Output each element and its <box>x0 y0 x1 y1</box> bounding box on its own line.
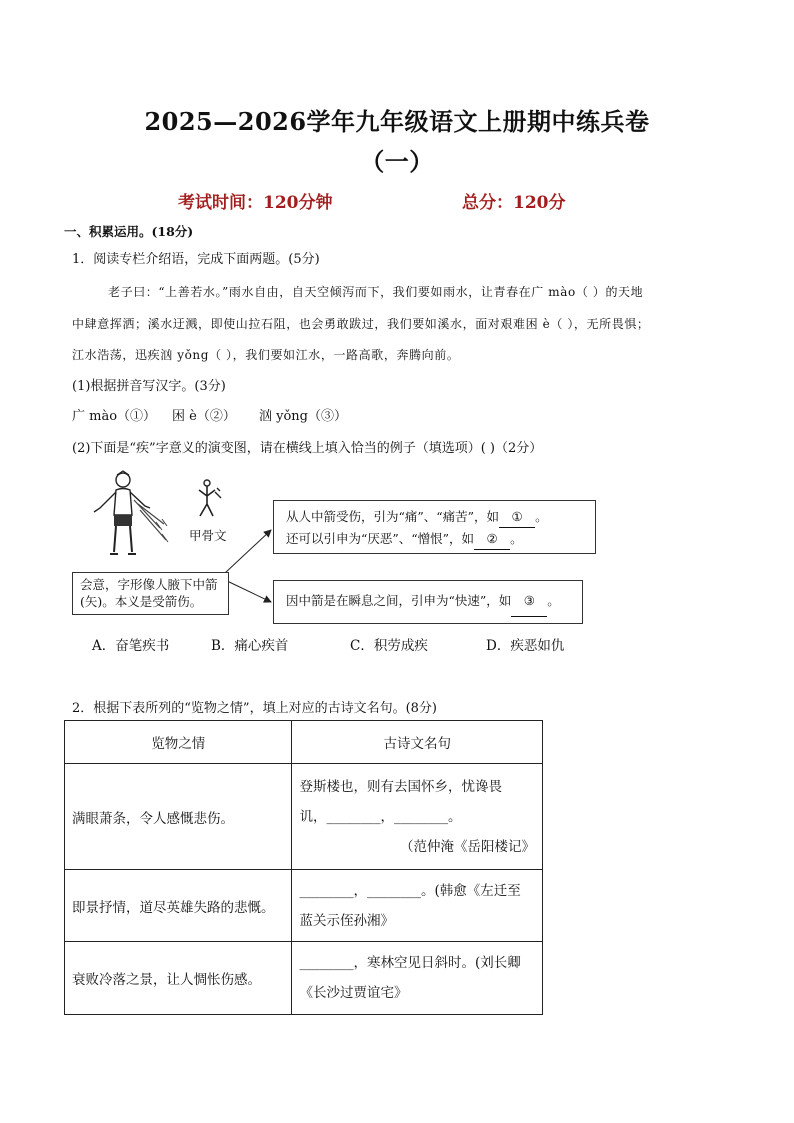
pinyin-item: 广 mào（①） <box>72 409 157 424</box>
extension-text: 从人中箭受伤，引为“痛”、“痛苦”，如 <box>286 509 500 524</box>
meaning-extension-box <box>273 500 596 554</box>
quote-line: 讥，________，________。 <box>299 808 462 825</box>
quote-line: ________，________。(韩愈《左迁至 <box>299 882 521 899</box>
table-row <box>65 764 543 870</box>
blank-1[interactable]: ① <box>499 506 535 528</box>
table-row <box>65 870 543 942</box>
sub-question-1: (1)根据拼音写汉字。(3分) <box>72 379 226 394</box>
quote-line: ________，寒林空见日斜时。(刘长卿 <box>299 955 521 971</box>
option-c[interactable]: C．积劳成疾 <box>350 638 428 654</box>
table-header: 古诗文名句 <box>292 721 543 764</box>
passage-line: 中肆意挥洒；溪水迂溅，即使山拉石阻，也会勇敢跋过，我们要如溪水，面对艰难困 è（ ），无所畏惧； <box>72 317 650 331</box>
quote-cell[interactable] <box>292 764 543 870</box>
period: 。 <box>510 531 523 546</box>
question-2-prompt: 2．根据下表所列的“览物之情”，填上对应的古诗文名句。(8分) <box>72 701 437 716</box>
speed-meaning-box <box>273 580 583 624</box>
oracle-bone-glyph-icon <box>193 478 223 520</box>
pinyin-item: 汹 yǒng（③） <box>259 409 347 424</box>
option-a[interactable]: A．奋笔疾书 <box>92 638 170 654</box>
extension-text: 还可以引申为“厌恶”、“憎恨”，如 <box>286 531 475 546</box>
archer-figure-illustration <box>90 470 170 558</box>
question-1-prompt: 1．阅读专栏介绍语，完成下面两题。(5分) <box>72 252 320 267</box>
feeling-cell: 满眼萧条，令人感慨悲伤。 <box>65 764 292 870</box>
blank-2[interactable]: ② <box>474 528 510 550</box>
poetry-table <box>64 720 543 1015</box>
page-title-part: （一） <box>360 147 434 176</box>
option-d[interactable]: D．疾恶如仇 <box>486 638 565 654</box>
quote-line: 《长沙过贾谊宅》 <box>299 985 408 1001</box>
table-header: 览物之情 <box>65 721 292 764</box>
sub-question-2: (2)下面是“疾”字意义的演变图，请在横线上填入恰当的例子（填选项）( )（2分） <box>72 441 543 456</box>
passage-line: 老子曰：“上善若水。”雨水自由，自天空倾泻而下，我们要如雨水，让青春在广 mào（ ）的天地 <box>108 285 644 299</box>
origin-meaning-box: 会意，字形像人腋下中箭(矢)。本义是受箭伤。 <box>72 572 229 615</box>
oracle-bone-label: 甲骨文 <box>189 528 227 543</box>
total-score: 总分：120分 <box>462 193 566 213</box>
page-title: 2025—2026学年九年级语文上册期中练兵卷 <box>144 107 650 136</box>
table-row <box>65 942 543 1015</box>
quote-line: 蓝关示侄孙湘》 <box>299 912 394 929</box>
quote-cell[interactable] <box>292 942 543 1015</box>
blank-3[interactable]: ③ <box>511 586 547 617</box>
pinyin-item: 困 è（②） <box>172 409 236 424</box>
quote-line: 登斯楼也，则有去国怀乡，忧谗畏 <box>299 778 502 795</box>
section-heading: 一、积累运用。(18分) <box>64 224 194 239</box>
option-b[interactable]: B．痛心疾首 <box>211 638 289 654</box>
passage-line: 江水浩荡，迅疾汹 yǒng（ ），我们要如江水，一路高歌，奔腾向前。 <box>72 348 460 362</box>
period: 。 <box>535 509 548 524</box>
extension-text: 因中箭是在瞬息之间，引申为“快速”，如 <box>286 593 512 608</box>
feeling-cell: 衰败冷落之景，让人惆怅伤感。 <box>65 942 292 1015</box>
quote-source: （范仲淹《岳阳楼记》 <box>400 838 535 855</box>
period: 。 <box>547 593 560 608</box>
feeling-cell: 即景抒情，道尽英雄失路的悲慨。 <box>65 870 292 942</box>
table-header-row <box>65 721 543 764</box>
quote-cell[interactable] <box>292 870 543 942</box>
exam-time: 考试时间：120分钟 <box>178 193 333 213</box>
